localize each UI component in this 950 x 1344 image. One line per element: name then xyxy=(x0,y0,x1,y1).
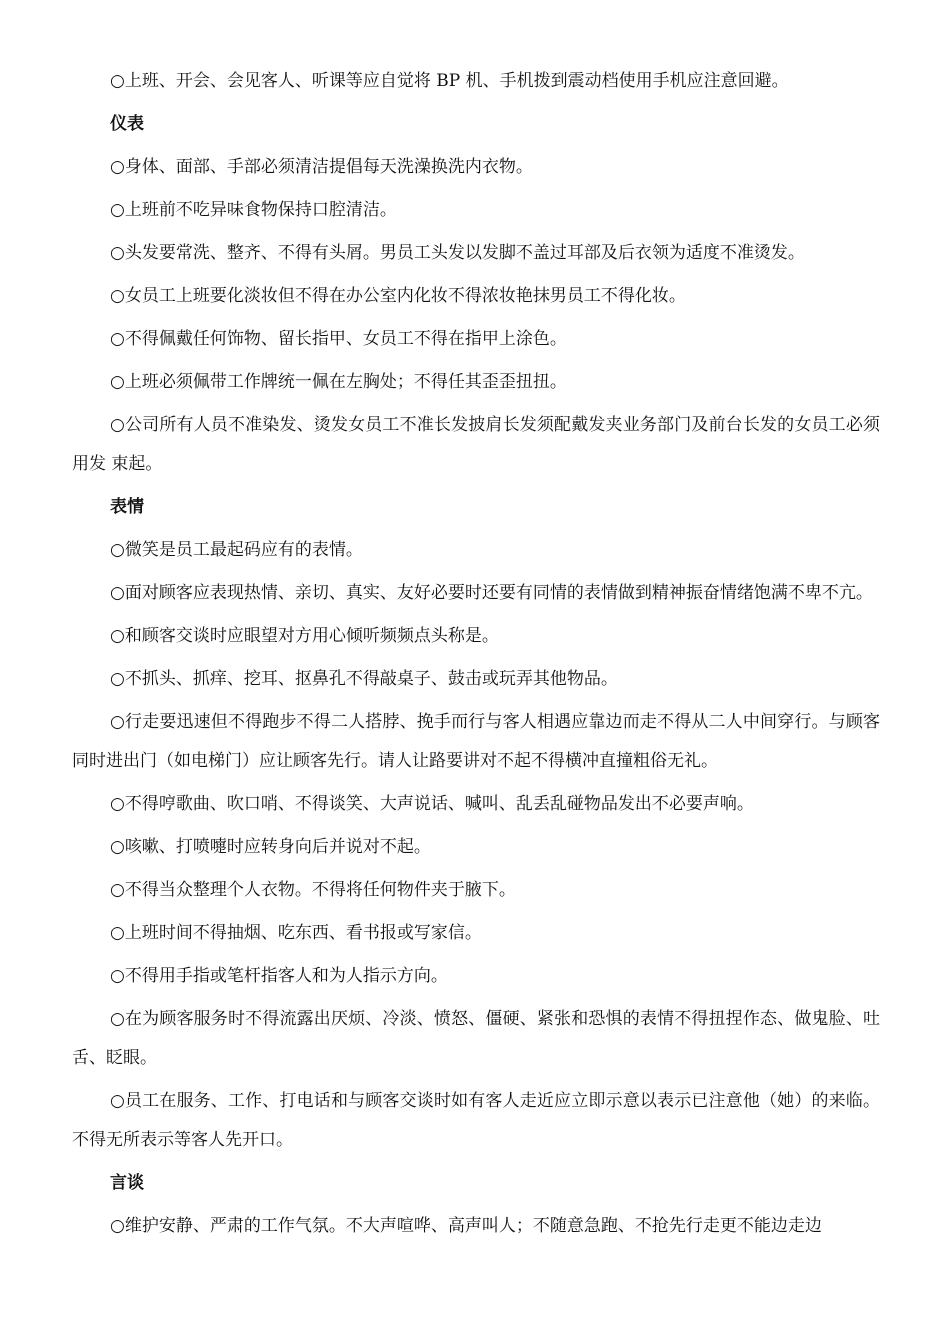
paragraph-body-clean: ○身体、面部、手部必须清洁提倡每天洗澡换洗内衣物。 xyxy=(110,157,533,177)
paragraph-makeup-rule: ○女员工上班要化淡妆但不得在办公室内化妆不得浓妆艳抹男员工不得化妆。 xyxy=(110,286,686,306)
paragraph-hair-rule: ○头发要常洗、整齐、不得有头屑。男员工头发以发脚不盖过耳部及后衣领为适度不准烫发。 xyxy=(110,243,805,263)
section-heading-appearance: 仪表 xyxy=(110,114,144,134)
section-heading-expression: 表情 xyxy=(110,497,144,517)
paragraph-pointing: ○不得用手指或笔杆指客人和为人指示方向。 xyxy=(110,966,448,986)
paragraph-walking: ○行走要迅速但不得跑步不得二人搭脖、挽手而行与客人相遇应靠边而走不得从二人中间穿行。与顾客同时进出门（如电梯门）应让顾客先行。请人让路要讲对不起不得横冲直撞粗俗无礼。 xyxy=(72,712,880,771)
paragraph-hair-dye-rule: ○公司所有人员不准染发、烫发女员工不准长发披肩长发须配戴发夹业务部门及前台长发的女员工必须用发 束起。 xyxy=(72,415,880,474)
paragraph-accessories-rule: ○不得佩戴任何饰物、留长指甲、女员工不得在指甲上涂色。 xyxy=(110,329,567,349)
paragraph-smile: ○微笑是员工最起码应有的表情。 xyxy=(110,540,363,560)
paragraph-quiet: ○维护安静、严肃的工作气氛。不大声喧哗、高声叫人；不随意急跑、不抢先行走更不能边走边 xyxy=(110,1216,822,1236)
document-page xyxy=(72,62,880,1250)
section-heading-speech: 言谈 xyxy=(110,1173,144,1193)
paragraph-emotions: ○在为顾客服务时不得流露出厌烦、冷淡、愤怒、僵硬、紧张和恐惧的表情不得扭捏作态、做鬼脸、吐舌、眨眼。 xyxy=(72,1009,880,1068)
paragraph-cough: ○咳嗽、打喷嚏时应转身向后并说对不起。 xyxy=(110,837,431,857)
paragraph-smoking: ○上班时间不得抽烟、吃东西、看书报或写家信。 xyxy=(110,923,482,943)
paragraph-phone-rule: ○上班、开会、会见客人、听课等应自觉将 BP 机、手机拨到震动档使用手机应注意回避。 xyxy=(110,71,789,91)
paragraph-attitude: ○面对顾客应表现热情、亲切、真实、友好必要时还要有同情的表情做到精神振奋情绪饱满不卑不亢。 xyxy=(110,583,873,603)
paragraph-mouth-clean: ○上班前不吃异味食物保持口腔清洁。 xyxy=(110,200,397,220)
paragraph-badge-rule: ○上班必须佩带工作牌统一佩在左胸处；不得任其歪歪扭扭。 xyxy=(110,372,567,392)
paragraph-listening: ○和顾客交谈时应眼望对方用心倾听频频点头称是。 xyxy=(110,626,499,646)
paragraph-acknowledge: ○员工在服务、工作、打电话和与顾客交谈时如有客人走近应立即示意以表示已注意他（她）的来临。不得无所表示等客人先开口。 xyxy=(72,1091,880,1150)
paragraph-noise: ○不得哼歌曲、吹口哨、不得谈笑、大声说话、喊叫、乱丢乱碰物品发出不必要声响。 xyxy=(110,794,754,814)
paragraph-habits: ○不抓头、抓痒、挖耳、抠鼻孔不得敲桌子、鼓击或玩弄其他物品。 xyxy=(110,669,618,689)
paragraph-clothes: ○不得当众整理个人衣物。不得将任何物件夹于腋下。 xyxy=(110,880,516,900)
